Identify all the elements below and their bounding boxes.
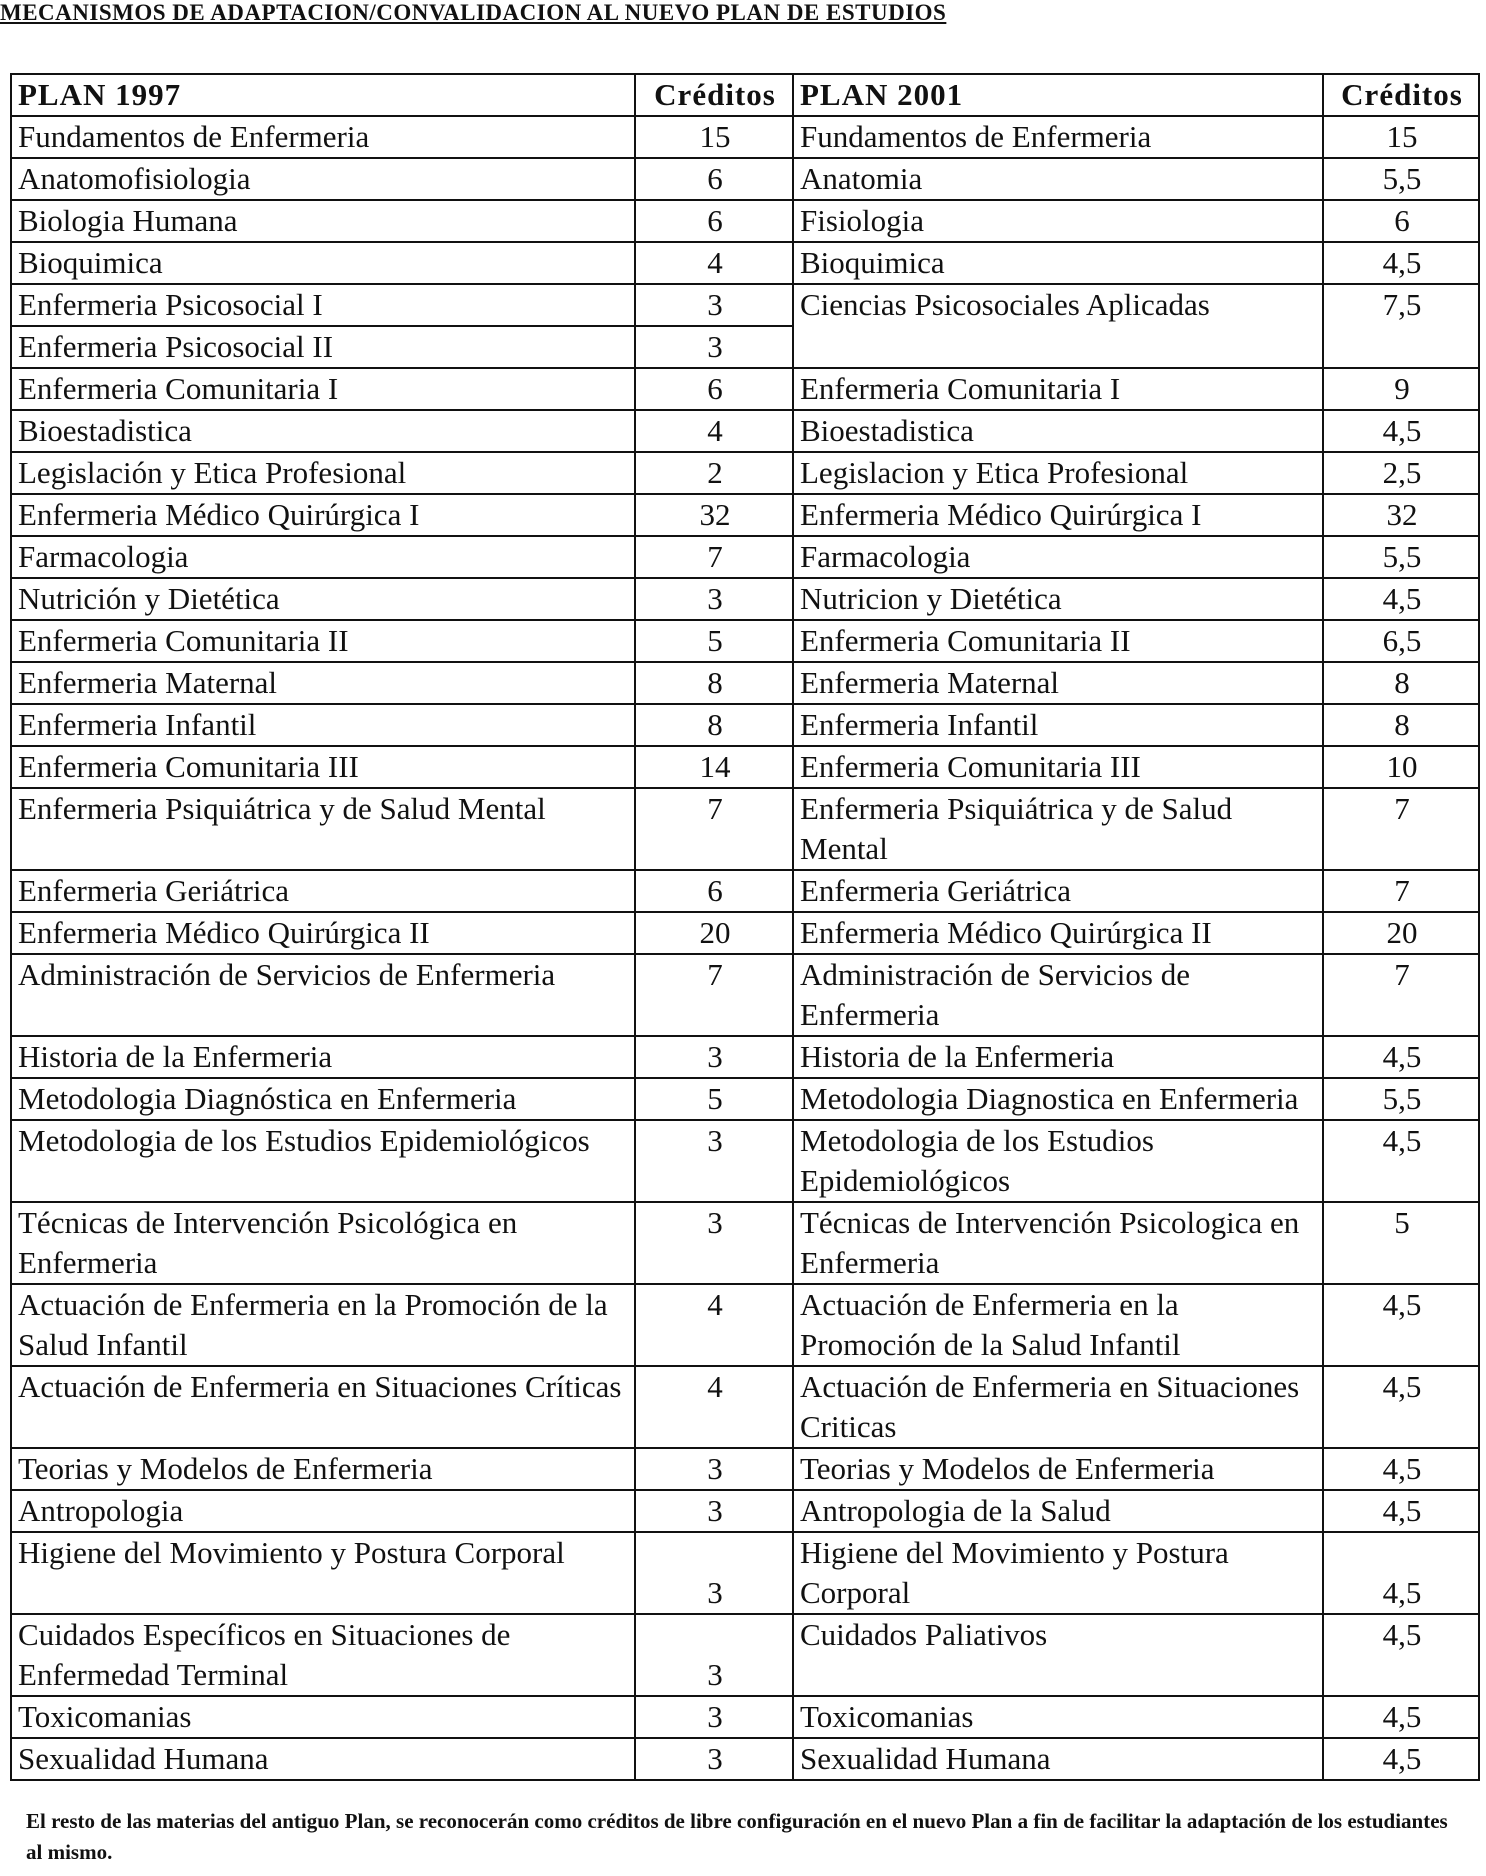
new-credits-cell: 6 xyxy=(1323,200,1479,242)
new-credits-cell: 4,5 xyxy=(1323,1614,1479,1696)
page-title: MECANISMOS DE ADAPTACION/CONVALIDACION AL NUEVO PLAN DE ESTUDIOS xyxy=(0,0,947,25)
table-row xyxy=(11,912,1479,954)
old-subject-cell: Biologia Humana xyxy=(11,200,635,242)
new-subject-cell: Enfermeria Comunitaria II xyxy=(793,620,1323,662)
new-subject-cell: Actuación de Enfermeria en Situaciones Criticas xyxy=(793,1366,1323,1448)
old-subject-cell: Metodologia de los Estudios Epidemiológicos xyxy=(11,1120,635,1202)
new-credits-cell: 7 xyxy=(1323,954,1479,1036)
old-subject-cell: Fundamentos de Enfermeria xyxy=(11,116,635,158)
old-credits-cell: 4 xyxy=(635,242,793,284)
new-credits-cell: 9 xyxy=(1323,368,1479,410)
table-row xyxy=(11,284,1479,326)
table-row xyxy=(11,620,1479,662)
old-credits-cell: 8 xyxy=(635,662,793,704)
old-credits-cell: 2 xyxy=(635,452,793,494)
new-subject-cell: Sexualidad Humana xyxy=(793,1738,1323,1780)
old-credits-cell: 4 xyxy=(635,1366,793,1448)
old-credits-cell: 5 xyxy=(635,620,793,662)
old-subject-cell: Teorias y Modelos de Enfermeria xyxy=(11,1448,635,1490)
new-credits-cell: 2,5 xyxy=(1323,452,1479,494)
new-credits-cell: 4,5 xyxy=(1323,242,1479,284)
old-credits-cell: 15 xyxy=(635,116,793,158)
table-row xyxy=(11,1078,1479,1120)
table-row xyxy=(11,242,1479,284)
new-credits-cell: 4,5 xyxy=(1323,1448,1479,1490)
old-subject-cell: Sexualidad Humana xyxy=(11,1738,635,1780)
new-subject-cell: Ciencias Psicosociales Aplicadas xyxy=(793,284,1323,368)
new-credits-cell: 4,5 xyxy=(1323,1532,1479,1614)
old-credits-cell: 4 xyxy=(635,410,793,452)
old-subject-cell: Enfermeria Comunitaria I xyxy=(11,368,635,410)
old-subject-cell: Enfermeria Psiquiátrica y de Salud Mental xyxy=(11,788,635,870)
old-subject-cell: Técnicas de Intervención Psicológica en Enfermeria xyxy=(11,1202,635,1284)
new-subject-cell: Enfermeria Comunitaria III xyxy=(793,746,1323,788)
old-credits-cell: 20 xyxy=(635,912,793,954)
header-new-credits: Créditos xyxy=(1323,74,1479,116)
new-credits-cell: 8 xyxy=(1323,662,1479,704)
old-subject-cell: Administración de Servicios de Enfermeria xyxy=(11,954,635,1036)
old-subject-cell: Bioquimica xyxy=(11,242,635,284)
table-row xyxy=(11,1738,1479,1780)
table-body xyxy=(11,116,1479,1780)
new-subject-cell: Toxicomanias xyxy=(793,1696,1323,1738)
new-credits-cell: 15 xyxy=(1323,116,1479,158)
old-credits-cell: 5 xyxy=(635,1078,793,1120)
old-subject-cell: Nutrición y Dietética xyxy=(11,578,635,620)
table-row xyxy=(11,410,1479,452)
table-row xyxy=(11,788,1479,870)
table-header-row xyxy=(11,74,1479,116)
old-credits-cell: 6 xyxy=(635,158,793,200)
new-subject-cell: Historia de la Enfermeria xyxy=(793,1036,1323,1078)
old-subject-cell: Enfermeria Médico Quirúrgica I xyxy=(11,494,635,536)
old-subject-cell: Actuación de Enfermeria en la Promoción de la Salud Infantil xyxy=(11,1284,635,1366)
old-subject-cell: Anatomofisiologia xyxy=(11,158,635,200)
table-row xyxy=(11,1284,1479,1366)
old-subject-cell: Farmacologia xyxy=(11,536,635,578)
new-credits-cell: 7,5 xyxy=(1323,284,1479,368)
new-subject-cell: Enfermeria Médico Quirúrgica II xyxy=(793,912,1323,954)
old-subject-cell: Toxicomanias xyxy=(11,1696,635,1738)
old-subject-cell: Enfermeria Infantil xyxy=(11,704,635,746)
old-credits-cell: 8 xyxy=(635,704,793,746)
table-row xyxy=(11,662,1479,704)
table-row xyxy=(11,1366,1479,1448)
new-credits-cell: 5 xyxy=(1323,1202,1479,1284)
table-row xyxy=(11,158,1479,200)
new-credits-cell: 4,5 xyxy=(1323,1490,1479,1532)
new-credits-cell: 4,5 xyxy=(1323,1696,1479,1738)
old-credits-cell: 6 xyxy=(635,200,793,242)
new-credits-cell: 8 xyxy=(1323,704,1479,746)
table-row xyxy=(11,1614,1479,1696)
old-subject-cell: Legislación y Etica Profesional xyxy=(11,452,635,494)
table-row xyxy=(11,1036,1479,1078)
new-credits-cell: 4,5 xyxy=(1323,1036,1479,1078)
old-credits-cell: 3 xyxy=(635,1448,793,1490)
new-subject-cell: Antropologia de la Salud xyxy=(793,1490,1323,1532)
old-subject-cell: Cuidados Específicos en Situaciones de Enfermedad Terminal xyxy=(11,1614,635,1696)
old-subject-cell: Enfermeria Psicosocial II xyxy=(11,326,635,368)
old-subject-cell: Metodologia Diagnóstica en Enfermeria xyxy=(11,1078,635,1120)
old-credits-cell: 3 xyxy=(635,1696,793,1738)
new-subject-cell: Farmacologia xyxy=(793,536,1323,578)
old-credits-cell: 3 xyxy=(635,326,793,368)
new-subject-cell: Enfermeria Geriátrica xyxy=(793,870,1323,912)
table-row xyxy=(11,1448,1479,1490)
table-row xyxy=(11,870,1479,912)
table-row xyxy=(11,200,1479,242)
new-credits-cell: 4,5 xyxy=(1323,410,1479,452)
table-row xyxy=(11,116,1479,158)
new-subject-cell: Legislacion y Etica Profesional xyxy=(793,452,1323,494)
old-credits-cell: 6 xyxy=(635,870,793,912)
new-subject-cell: Fundamentos de Enfermeria xyxy=(793,116,1323,158)
old-subject-cell: Enfermeria Comunitaria II xyxy=(11,620,635,662)
new-credits-cell: 10 xyxy=(1323,746,1479,788)
new-subject-cell: Enfermeria Maternal xyxy=(793,662,1323,704)
table-row xyxy=(11,368,1479,410)
old-credits-cell: 3 xyxy=(635,284,793,326)
new-credits-cell: 20 xyxy=(1323,912,1479,954)
table-row xyxy=(11,578,1479,620)
table-row xyxy=(11,704,1479,746)
table-row xyxy=(11,536,1479,578)
old-credits-cell: 3 xyxy=(635,578,793,620)
old-credits-cell: 3 xyxy=(635,1202,793,1284)
new-subject-cell: Metodologia de los Estudios Epidemiológicos xyxy=(793,1120,1323,1202)
old-subject-cell: Enfermeria Psicosocial I xyxy=(11,284,635,326)
old-subject-cell: Enfermeria Comunitaria III xyxy=(11,746,635,788)
new-subject-cell: Bioestadistica xyxy=(793,410,1323,452)
new-subject-cell: Metodologia Diagnostica en Enfermeria xyxy=(793,1078,1323,1120)
adaptation-table xyxy=(10,73,1480,1781)
new-credits-cell: 5,5 xyxy=(1323,158,1479,200)
new-subject-cell: Higiene del Movimiento y Postura Corporal xyxy=(793,1532,1323,1614)
old-subject-cell: Enfermeria Geriátrica xyxy=(11,870,635,912)
new-subject-cell: Actuación de Enfermeria en la Promoción de la Salud Infantil xyxy=(793,1284,1323,1366)
old-subject-cell: Bioestadistica xyxy=(11,410,635,452)
new-subject-cell: Bioquimica xyxy=(793,242,1323,284)
old-credits-cell: 3 xyxy=(635,1036,793,1078)
new-credits-cell: 7 xyxy=(1323,788,1479,870)
new-subject-cell: Nutricion y Dietética xyxy=(793,578,1323,620)
old-credits-cell: 3 xyxy=(635,1738,793,1780)
new-credits-cell: 5,5 xyxy=(1323,536,1479,578)
old-credits-cell: 6 xyxy=(635,368,793,410)
new-subject-cell: Enfermeria Comunitaria I xyxy=(793,368,1323,410)
new-subject-cell: Enfermeria Infantil xyxy=(793,704,1323,746)
new-subject-cell: Cuidados Paliativos xyxy=(793,1614,1323,1696)
old-subject-cell: Higiene del Movimiento y Postura Corporal xyxy=(11,1532,635,1614)
new-subject-cell: Enfermeria Médico Quirúrgica I xyxy=(793,494,1323,536)
old-subject-cell: Enfermeria Maternal xyxy=(11,662,635,704)
new-subject-cell: Administración de Servicios de Enfermeria xyxy=(793,954,1323,1036)
new-credits-cell: 4,5 xyxy=(1323,1738,1479,1780)
old-subject-cell: Antropologia xyxy=(11,1490,635,1532)
new-subject-cell: Anatomia xyxy=(793,158,1323,200)
old-credits-cell: 3 xyxy=(635,1614,793,1696)
old-subject-cell: Historia de la Enfermeria xyxy=(11,1036,635,1078)
old-subject-cell: Enfermeria Médico Quirúrgica II xyxy=(11,912,635,954)
header-old-credits: Créditos xyxy=(635,74,793,116)
new-credits-cell: 4,5 xyxy=(1323,1366,1479,1448)
old-credits-cell: 3 xyxy=(635,1120,793,1202)
table-row xyxy=(11,494,1479,536)
footer-note: El resto de las materias del antiguo Plan, se reconocerán como créditos de libre configuración en el nuevo Plan a fin de facilitar la adaptación de los estudiantes al mismo. xyxy=(26,1809,1448,1864)
new-credits-cell: 6,5 xyxy=(1323,620,1479,662)
table-row xyxy=(11,1120,1479,1202)
new-subject-cell: Enfermeria Psiquiátrica y de Salud Mental xyxy=(793,788,1323,870)
old-credits-cell: 7 xyxy=(635,536,793,578)
table-row xyxy=(11,1202,1479,1284)
old-subject-cell: Actuación de Enfermeria en Situaciones Críticas xyxy=(11,1366,635,1448)
table-row xyxy=(11,1490,1479,1532)
table-row xyxy=(11,1696,1479,1738)
old-credits-cell: 3 xyxy=(635,1490,793,1532)
new-credits-cell: 4,5 xyxy=(1323,1284,1479,1366)
table-row xyxy=(11,452,1479,494)
new-credits-cell: 7 xyxy=(1323,870,1479,912)
new-subject-cell: Teorias y Modelos de Enfermeria xyxy=(793,1448,1323,1490)
table-row xyxy=(11,954,1479,1036)
old-credits-cell: 14 xyxy=(635,746,793,788)
header-old-plan: PLAN 1997 xyxy=(11,74,635,116)
header-new-plan: PLAN 2001 xyxy=(793,74,1323,116)
new-subject-cell: Fisiologia xyxy=(793,200,1323,242)
new-credits-cell: 4,5 xyxy=(1323,1120,1479,1202)
new-subject-cell: Técnicas de Intervención Psicologica en Enfermeria xyxy=(793,1202,1323,1284)
table-row xyxy=(11,746,1479,788)
new-credits-cell: 32 xyxy=(1323,494,1479,536)
old-credits-cell: 3 xyxy=(635,1532,793,1614)
old-credits-cell: 7 xyxy=(635,788,793,870)
table-row xyxy=(11,1532,1479,1614)
old-credits-cell: 7 xyxy=(635,954,793,1036)
old-credits-cell: 32 xyxy=(635,494,793,536)
new-credits-cell: 4,5 xyxy=(1323,578,1479,620)
old-credits-cell: 4 xyxy=(635,1284,793,1366)
new-credits-cell: 5,5 xyxy=(1323,1078,1479,1120)
